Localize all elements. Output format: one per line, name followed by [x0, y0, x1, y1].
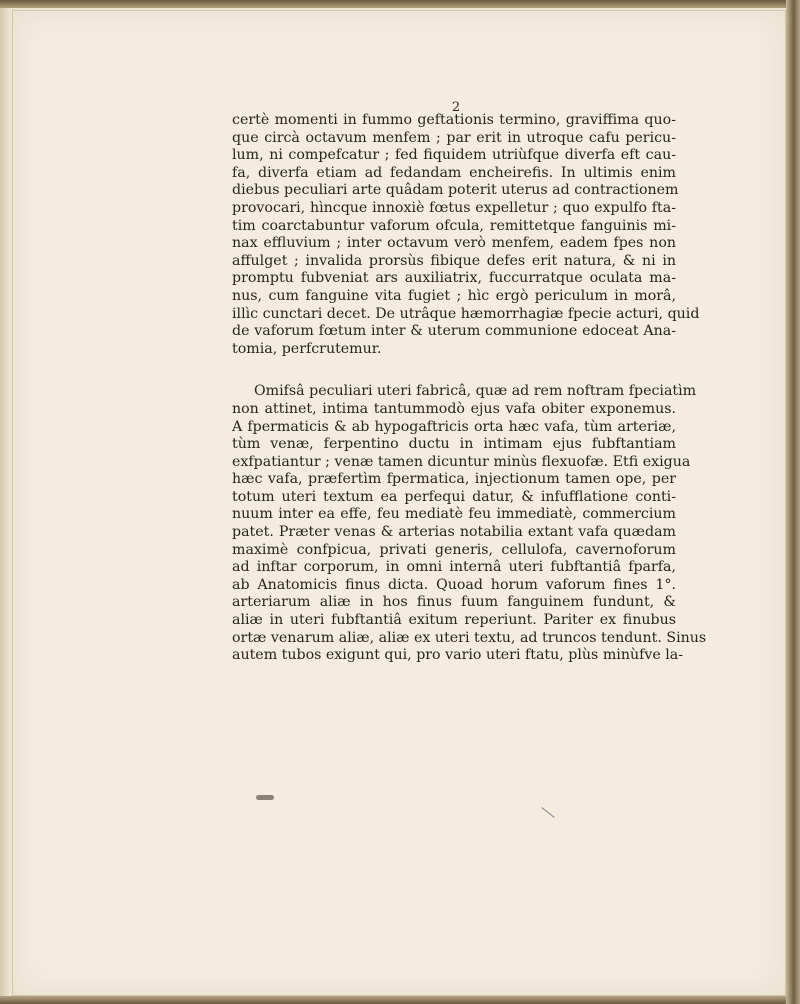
text-line: non attinet, intima tantummodò ejus vafa obiter exponemus. [232, 400, 676, 417]
text-line: totum uteri textum ea perfequi datur, & infufflatione conti- [232, 488, 676, 505]
text-line: aliæ in uteri fubftantiâ exitum reperiunt. Pariter ex finubus [232, 612, 676, 629]
text-line: affulget ; invalida prorsùs fibique defes erit natura, & ni in [232, 252, 676, 269]
scan-left-edge [0, 0, 10, 1004]
text-line: tim coarctabuntur vaforum ofcula, remittetque fanguinis mi- [232, 217, 676, 234]
text-line: Omifsâ peculiari uteri fabricâ, quæ ad rem noftram fpeciatìm [254, 383, 697, 400]
text-line: arteriarum aliæ in hos finus fuum fanguinem fundunt, & [232, 594, 676, 611]
text-line: ortæ venarum aliæ, aliæ ex uteri textu, ad truncos tendunt. Sinus [232, 629, 707, 646]
paragraph-gap [232, 358, 676, 383]
scan-top-edge [0, 0, 800, 8]
page-number: 2 [451, 100, 461, 115]
text-line: tomia, perfcrutemur. [232, 340, 382, 357]
text-line: nuum inter ea effe, feu mediatè feu immediatè, commercium [232, 506, 676, 523]
text-line: tùm venæ, ferpentino ductu in intimam ejus fubftantiam [232, 436, 676, 453]
text-line: provocari, hìncque innoxiè fœtus expelletur ; quo expulfo fta- [232, 199, 676, 216]
text-line: autem tubos exigunt qui, pro vario uteri ftatu, plùs minùfve la- [232, 647, 684, 664]
scan-bottom-edge [0, 996, 800, 1004]
text-line: exfpatiantur ; venæ tamen dicuntur minùs flexuofæ. Etfi exigua [232, 453, 691, 470]
text-line: A fpermaticis & ab hypogaftricis orta hæc vafa, tùm arteriæ, [232, 418, 676, 435]
paragraph-2 [232, 383, 707, 665]
text-line: maximè confpicua, privati generis, cellulofa, cavernoforum [232, 541, 676, 558]
text-line: promptu fubveniat ars auxiliatrix, fuccurratque oculata ma- [232, 270, 676, 287]
text-line: ab Anatomicis finus dicta. Quoad horum vaforum fines 1°. [232, 576, 676, 593]
text-line: diebus peculiari arte quâdam poterit uterus ad contractionem [232, 182, 679, 199]
text-line: illìc cunctari decet. De utrâque hæmorrhagiæ fpecie acturi, quid [232, 305, 700, 322]
text-line: certè momenti in fummo geftationis termino, graviffima quo- [232, 112, 676, 128]
text-line: de vaforum fœtum inter & uterum communione edoceat Ana- [232, 323, 676, 340]
text-line: lum, ni compefcatur ; fed fiquidem utriùfque diverfa eft cau- [232, 147, 676, 164]
text-line: que circà octavum menfem ; par erit in utroque cafu pericu- [232, 129, 676, 146]
text-line: patet. Præter venas & arterias notabilia extant vafa quædam [232, 524, 676, 541]
text-line: hæc vafa, præfertìm fpermatica, injectionum tamen ope, per [232, 471, 676, 488]
text-block [232, 112, 707, 665]
text-line: nax effluvium ; inter octavum verò menfem, eadem fpes non [232, 235, 676, 252]
scan-right-edge [786, 0, 800, 1004]
signature-mark [256, 795, 274, 800]
text-line: ad inftar corporum, in omni internâ uteri fubftantiâ fparfa, [232, 559, 676, 576]
text-line: nus, cum fanguine vita fugiet ; hìc ergò periculum in morâ, [232, 287, 676, 304]
text-line: fa, diverfa etiam ad fedandam encheirefis. In ultimis enim [232, 164, 676, 181]
paragraph-1 [232, 112, 700, 358]
